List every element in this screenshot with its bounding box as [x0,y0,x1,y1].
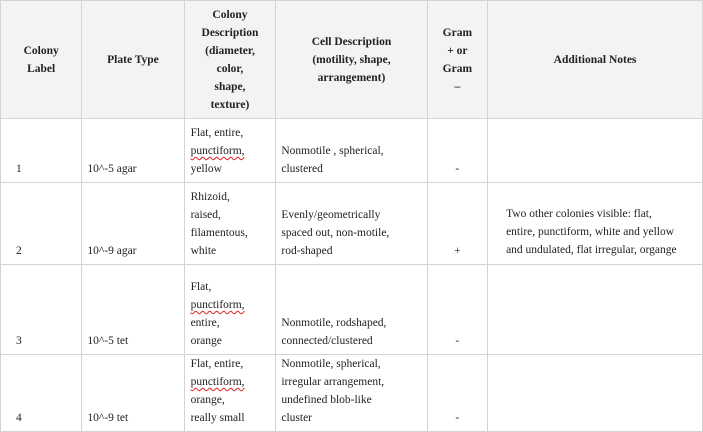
header-plate-type [82,1,184,119]
header-cell-description [276,1,427,119]
table-row [1,265,703,355]
notes-cell [488,119,703,183]
table-row [1,355,703,432]
notes-cell [488,265,703,355]
header-colony-label [1,1,82,119]
header-text: Additional Notes [553,53,637,66]
cell-line: Evenly/geometrically [281,209,381,221]
cell-line: punctiform, [190,376,245,388]
table-row [1,119,703,183]
header-gram [427,1,487,119]
header-text: + or [447,44,468,57]
cell-line: Nonmotile, rodshaped, [281,317,387,329]
cell-line: really small [190,412,245,424]
colony-label-cell: 3 [1,265,82,355]
cell-description-cell [276,183,427,265]
cell-line: orange, [190,394,225,406]
cell-line: Nonmotile , spherical, [281,145,384,157]
cell-line: Flat, entire, [190,127,244,139]
header-text: color, [216,62,244,75]
cell-line: Flat, [190,281,212,293]
header-text: Cell Description [311,35,392,48]
cell-description-cell [276,119,427,183]
header-text: texture) [210,98,250,111]
cell-line: entire, [190,317,220,329]
header-text: Colony [212,8,248,21]
cell-line: spaced out, non-motile, [281,227,390,239]
header-text: Colony [23,44,59,57]
cell-line: orange [190,335,222,347]
cell-line: filamentous, [190,227,248,239]
plate-type-cell: 10^-5 agar [82,119,184,183]
plate-type-cell: 10^-5 tet [82,265,184,355]
header-text: Plate Type [107,53,159,66]
colony-label-cell: 2 [1,183,82,265]
header-text: Gram [442,26,473,39]
plate-type-cell: 10^-9 tet [82,355,184,432]
header-text: Description [201,26,259,39]
gram-cell: + [427,183,487,265]
header-text: Label [27,62,56,75]
cell-line: Flat, entire, [190,358,244,370]
header-text: – [454,80,461,93]
cell-line: entire, punctiform, white and yellow [506,226,675,238]
cell-line: and undulated, flat irregular, organge [506,244,677,256]
colony-label-cell: 1 [1,119,82,183]
cell-line: yellow [190,163,222,175]
cell-line: white [190,245,217,257]
colony-description-cell [184,265,276,355]
header-row [1,1,703,119]
cell-description-cell [276,355,427,432]
cell-line: Two other colonies visible: flat, [506,208,652,220]
cell-line: rod-shaped [281,245,333,257]
cell-line: irregular arrangement, [281,376,385,388]
plate-type-cell: 10^-9 agar [82,183,184,265]
cell-line: raised, [190,209,221,221]
table-row [1,183,703,265]
header-text: shape, [214,80,246,93]
notes-cell [488,183,703,265]
cell-line: clustered [281,163,323,175]
header-text: (motility, shape, [312,53,391,66]
gram-cell: - [427,265,487,355]
cell-line: Rhizoid, [190,191,230,203]
colony-description-cell [184,119,276,183]
cell-line: connected/clustered [281,335,373,347]
gram-cell: - [427,355,487,432]
colony-description-cell [184,183,276,265]
cell-description-cell [276,265,427,355]
colony-label-cell: 4 [1,355,82,432]
cell-line: cluster [281,412,313,424]
header-colony-description [184,1,276,119]
colony-description-cell [184,355,276,432]
header-text: (diameter, [205,44,255,57]
cell-line: undefined blob-like [281,394,372,406]
gram-cell: - [427,119,487,183]
cell-line: Nonmotile, spherical, [281,358,381,370]
header-additional-notes [488,1,703,119]
header-text: Gram [442,62,473,75]
cell-line: punctiform, [190,145,245,157]
notes-cell [488,355,703,432]
cell-line: punctiform, [190,299,245,311]
header-text: arrangement) [317,71,386,84]
